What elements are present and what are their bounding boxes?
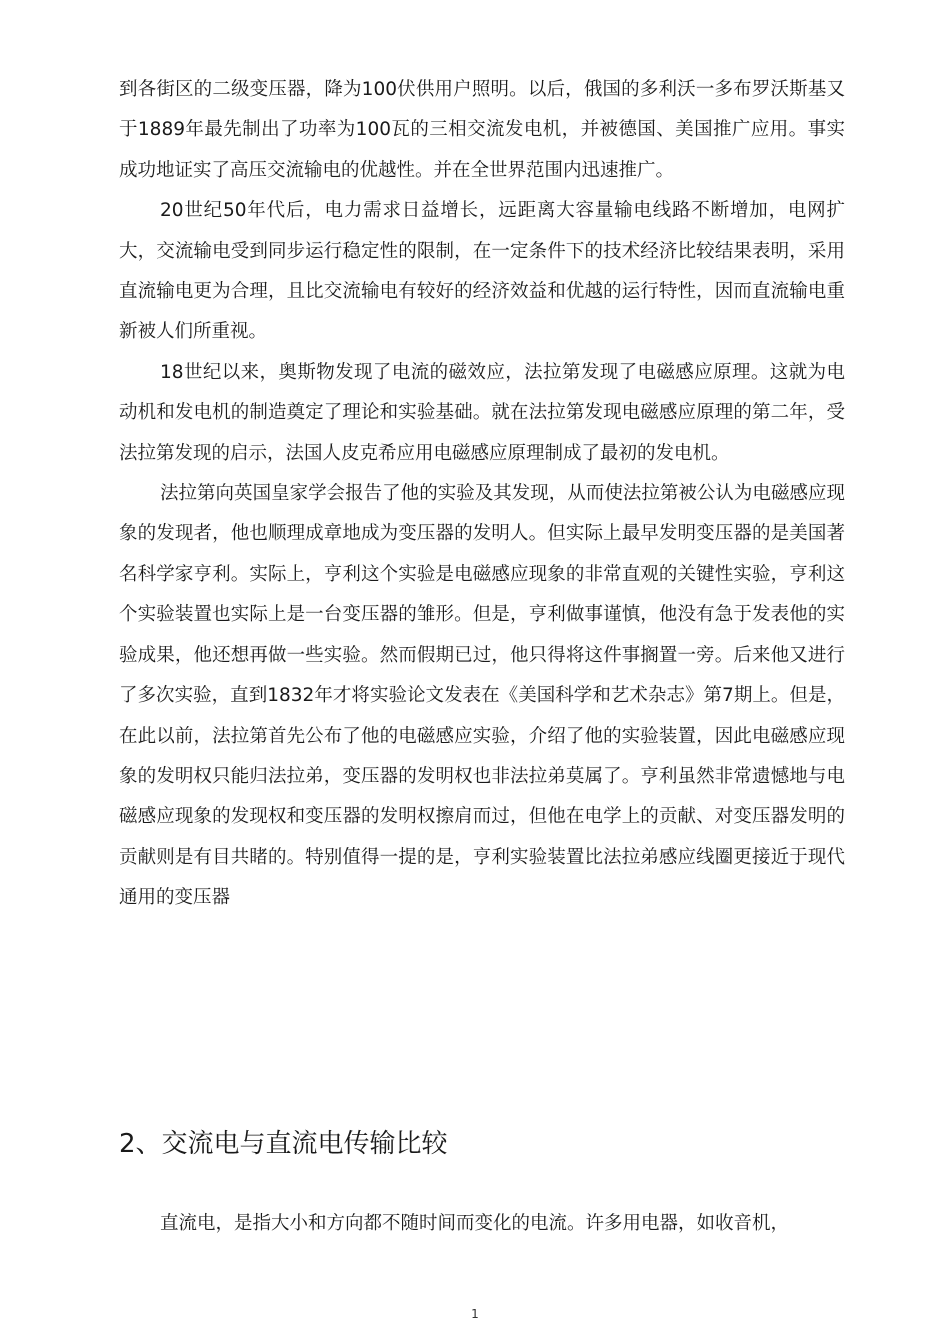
paragraph-transformer-invention: 法拉第向英国皇家学会报告了他的实验及其发现，从而使法拉第被公认为电磁感应现象的发现者，他也顺理成章地成为变压器的发明人。但实际上最早发明变压器的是美国著名科学家亨利。实际上，亨利这个实验是电磁感应现象的非常直观的关键性实验，亨利这个实验装置也实际上是一台变压器的雏形。但是，亨利做事谨慎，他没有急于发表他的实验成果，他还想再做一些实验。然而假期已过，他只得将这件事搁置一旁。后来他又进行了多次实验，直到1832年才将实验论文发表在《美国科学和艺术杂志》第7期上。但是，在此以前，法拉第首先公布了他的电磁感应实验，介绍了他的实验装置，因此电磁感应现象的发明权只能归法拉弟，变压器的发明权也非法拉弟莫属了。亨利虽然非常遗憾地与电磁感应现象的发现权和变压器的发明权擦肩而过，但他在电学上的贡献、对变压器发明的贡献则是有目共睹的。特别值得一提的是，亨利实验装置比法拉弟感应线圈更接近于现代通用的变压器: [119, 483, 845, 909]
paragraph-hvdc-history: 20世纪50年代后，电力需求日益增长，远距离大容量输电线路不断增加，电网扩大，交流输电受到同步运行稳定性的限制，在一定条件下的技术经济比较结果表明，采用直流输电更为合理，且比交流输电有较好的经济效益和优越的运行特性，因而直流输电重新被人们所重视。: [119, 200, 845, 343]
page-number: 1: [471, 1307, 479, 1321]
paragraph-continuation: 到各街区的二级变压器，降为100伏供用户照明。以后，俄国的多利沃一多布罗沃斯基又于1889年最先制出了功率为100瓦的三相交流发电机，并被德国、美国推广应用。事实成功地证实了高压交流输电的优越性。并在全世界范围内迅速推广。: [119, 79, 845, 181]
section-heading: 2、交流电与直流电传输比较: [119, 1129, 448, 1159]
paragraph-electromagnetic-induction: 18世纪以来，奥斯物发现了电流的磁效应，法拉第发现了电磁感应原理。这就为电动机和发电机的制造奠定了理论和实验基础。就在法拉第发现电磁感应原理的第二年，受法拉第发现的启示，法国人皮克希应用电磁感应原理制成了最初的发电机。: [119, 361, 845, 464]
paragraph-direct-current: 直流电，是指大小和方向都不随时间而变化的电流。许多用电器，如收音机，: [160, 1213, 790, 1234]
body-text-bottom: [119, 1204, 845, 1244]
body-text-top: [119, 70, 845, 919]
